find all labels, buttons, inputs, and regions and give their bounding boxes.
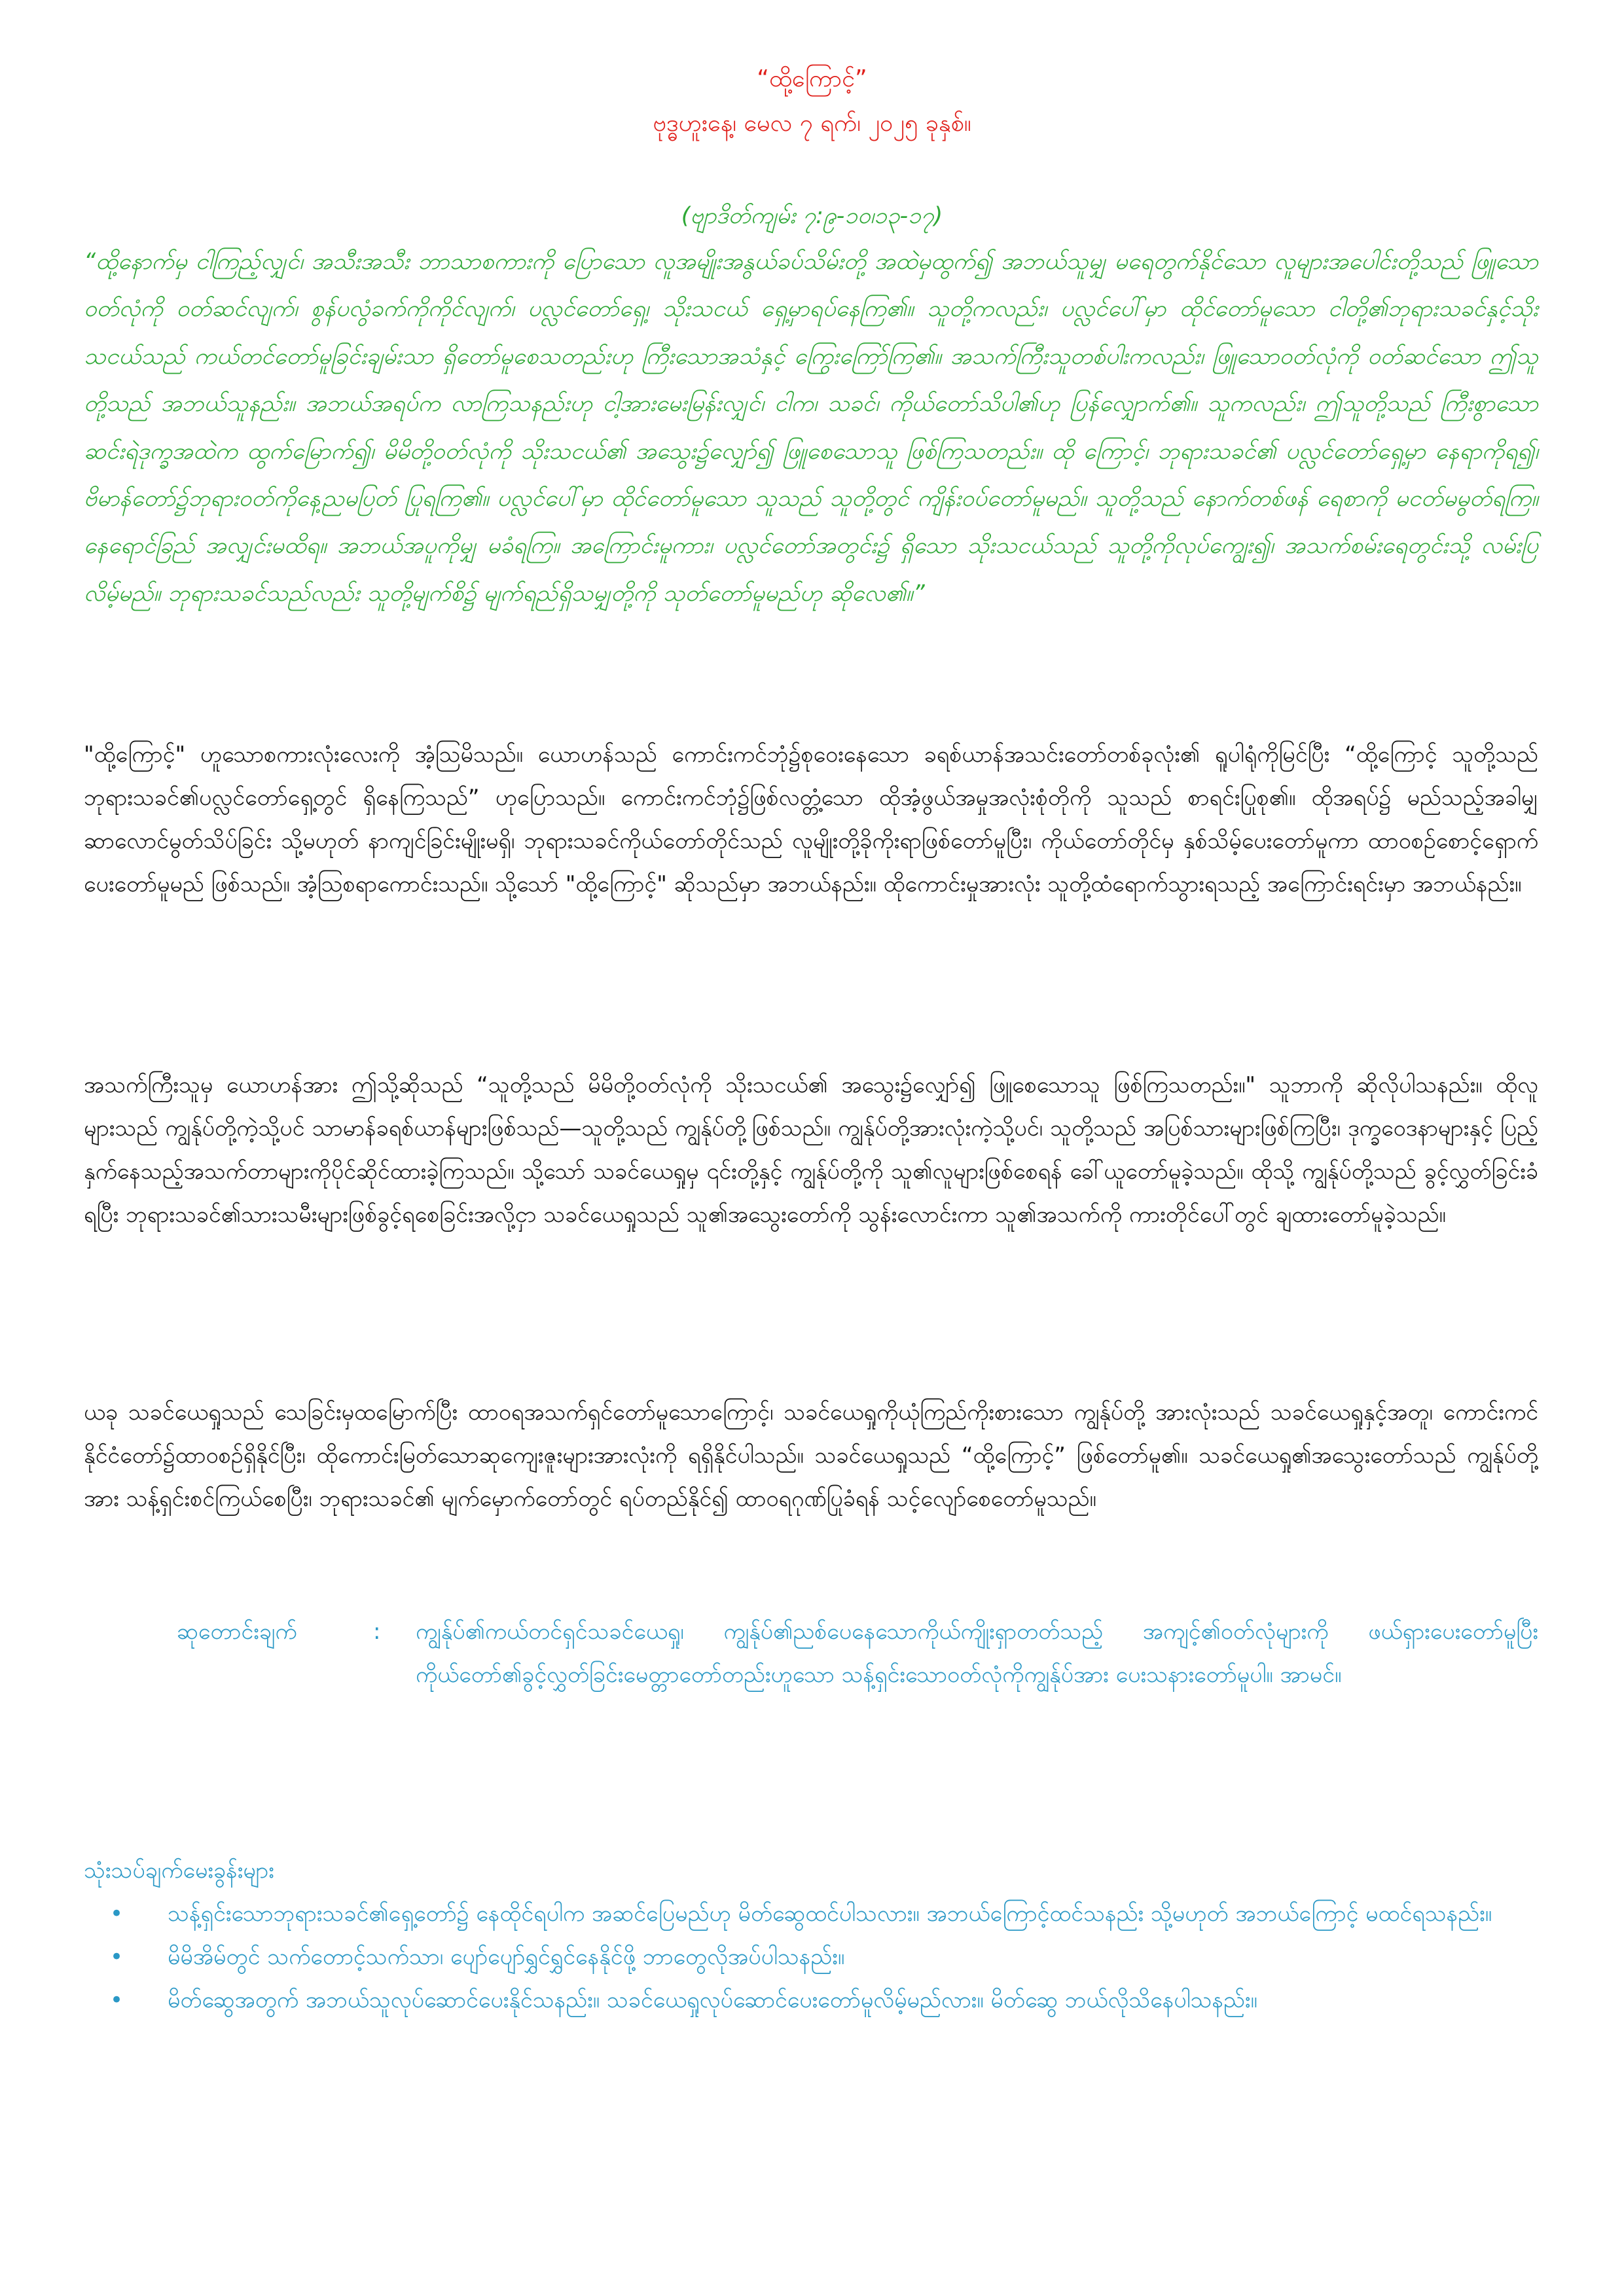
scripture-reference: (ဗျာဒိတ်ကျမ်း ၇:၉-၁၀၊၁၃-၁၇)	[681, 203, 943, 229]
bullet-icon: •	[110, 1987, 124, 2013]
body-paragraph-2: အသက်ကြီးသူမှ ယောဟန်အား ဤသို့ဆိုသည် “သူတို့သည် မိမိတို့ဝတ်လုံကို သိုးသငယ်၏ အသွေး၌လျှော်၍ ဖြူစေသောသူ ဖြစ်ကြသတည်း။" သူဘာကို ဆိုလိုပါသနည်း။ ထိုလူများသည် ကျွန်ုပ်တို့ကဲ့သို့ပင် သာမာန်ခရစ်ယာန်များဖြစ်သည်—သူတို့သည် ကျွန်ုပ်တို့ဖြစ်သည်။ ကျွန်ုပ်တို့အားလုံးကဲ့သို့ပင်၊ သူတို့သည် အပြစ်သားများဖြစ်ကြပြီး၊ ဒုက္ခဝေဒနာများနှင့် ပြည့်နှက်နေသည့်အသက်တာများကိုပိုင်ဆိုင်ထားခဲ့ကြသည်။ သို့သော် သခင်ယေရှုမှ ၎င်းတို့နှင့် ကျွန်ုပ်တို့ကို သူ၏လူများဖြစ်စေရန် ခေါ်ယူတော်မူခဲ့သည်။ ထိုသို့ ကျွန်ုပ်တို့သည် ခွင့်လွှတ်ခြင်းခံရပြီး ဘုရားသခင်၏သားသမီးများဖြစ်ခွင့်ရစေခြင်းအလို့ငှာ သခင်ယေရှုသည် သူ၏အသွေးတော်ကို သွန်းလောင်းကာ သူ၏အသက်ကို ကားတိုင်ပေါ်တွင် ချထားတော်မူခဲ့သည်။	[84, 1072, 1538, 1228]
devotion-title: “ထို့ကြောင့်”	[757, 65, 867, 92]
list-item	[84, 1892, 1538, 1935]
reflection-question-2: မိမိအိမ်တွင် သက်တောင့်သက်သာ၊ ပျော်ပျော်ရွှင်ရွှင်နေနိုင်ဖို့ ဘာတွေလိုအပ်ပါသနည်း။	[168, 1944, 845, 1970]
bullet-icon: •	[110, 1944, 124, 1970]
devotion-date: ဗုဒ္ဓဟူးနေ့၊ မေလ ၇ ရက်၊ ၂၀၂၅ ခုနှစ်။	[653, 110, 971, 137]
reflection-title: သုံးသပ်ချက်မေးခွန်းများ	[84, 1857, 274, 1884]
list-item	[84, 1935, 1538, 1979]
body-paragraph-1: "ထို့ကြောင့်" ဟူသောစကားလုံးလေးကို အံ့သြမိသည်။ ယောဟန်သည် ကောင်းကင်ဘုံ၌စုဝေးနေသော ခရစ်ယာန်အသင်းတော်တစ်ခုလုံး၏ ရူပါရုံကိုမြင်ပြီး “ထို့ကြောင့် သူတို့သည်ဘုရားသခင်၏ပလ္လင်တော်ရှေ့တွင် ရှိနေကြသည်” ဟုပြောသည်။ ကောင်းကင်ဘုံ၌ဖြစ်လတ္တံ့သော ထိုအံ့ဖွယ်အမှုအလုံးစုံတိုကို သူသည် စာရင်းပြုစု၏။ ထိုအရပ်၌ မည်သည့်အခါမျှ ဆာလောင်မွတ်သိပ်ခြင်း သို့မဟုတ် နာကျင်ခြင်းမျိုးမရှိ၊ ဘုရားသခင်ကိုယ်တော်တိုင်သည် လူမျိုးတို့ခိုကိုးရာဖြစ်တော်မူပြီး၊ ကိုယ်တော်တိုင်မှ နှစ်သိမ့်ပေးတော်မူကာ ထာဝစဉ်စောင့်ရှောက်ပေးတော်မူမည် ဖြစ်သည်။ အံ့သြစရာကောင်းသည်။ သို့သော် "ထို့ကြောင့်" ဆိုသည်မှာ အဘယ်နည်း။ ထိုကောင်းမှုအားလုံး သူတို့ထံရောက်သွားရသည့် အကြောင်းရင်းမှာ အဘယ်နည်း။	[84, 742, 1538, 897]
prayer-text: ကျွန်ုပ်၏ကယ်တင်ရှင်သခင်ယေရှု၊ ကျွန်ုပ်၏ညစ်ပေနေသောကိုယ်ကျိုးရှာတတ်သည့် အကျင့်၏ဝတ်လုံများကို ဖယ်ရှားပေးတော်မူပြီး ကိုယ်တော်၏ခွင့်လွှတ်ခြင်းမေတ္တာတော်တည်းဟူသော သန့်ရှင်းသောဝတ်လုံကိုကျွန်ုပ်အား ပေးသနားတော်မူပါ။ အာမင်။	[416, 1619, 1538, 1688]
list-item	[84, 1979, 1538, 2022]
bullet-icon: •	[110, 1901, 124, 1927]
reflection-question-3: မိတ်ဆွေအတွက် အဘယ်သူလုပ်ဆောင်ပေးနိုင်သနည်း။ သခင်ယေရှုလုပ်ဆောင်ပေးတော်မူလိမ့်မည်လား။ မိတ်ဆွေ ဘယ်လိုသိနေပါသနည်း။	[168, 1987, 1257, 2013]
prayer-colon: :	[373, 1619, 381, 1645]
reflection-question-1: သန့်ရှင်းသောဘုရားသခင်၏ရှေ့တော်၌ နေထိုင်ရပါက အဆင်ပြေမည်ဟု မိတ်ဆွေထင်ပါသလား။ အဘယ်ကြောင့်ထင်သနည်း သို့မဟုတ် အဘယ်ကြောင့် မထင်ရသနည်း။	[168, 1901, 1492, 1927]
prayer-label: ဆုတောင်းချက်	[177, 1619, 297, 1645]
reflection-section	[84, 1849, 1538, 2022]
body-paragraph-3: ယခု သခင်ယေရှုသည် သေခြင်းမှထမြောက်ပြီး ထာဝရအသက်ရှင်တော်မူသောကြောင့်၊ သခင်ယေရှုကိုယုံကြည်ကိုးစားသော ကျွန်ုပ်တို့ အားလုံးသည် သခင်ယေရှုနှင့်အတူ၊ ကောင်းကင်နိုင်ငံတော်၌ထာဝစဉ်ရှိနိုင်ပြီး၊ ထိုကောင်းမြတ်သောဆုကျေးဇူးများအားလုံးကို ရရှိနိုင်ပါသည်။ သခင်ယေရှုသည် “ထို့ကြောင့်” ဖြစ်တော်မူ၏။ သခင်ယေရှု၏အသွေးတော်သည် ကျွန်ုပ်တို့အား သန့်ရှင်းစင်ကြယ်စေပြီး၊ ဘုရားသခင်၏ မျက်မှောက်တော်တွင် ရပ်တည်နိုင်၍ ထာဝရဂုဏ်ပြုခံရန် သင့်လျော်စေတော်မူသည်။	[84, 1399, 1538, 1512]
scripture-passage: “ထို့နောက်မှ ငါကြည့်လျှင်၊ အသီးအသီး ဘာသာစကားကို ပြောသော လူအမျိုးအနွယ်ခပ်သိမ်းတို့ အထဲမှထွက်၍ အဘယ်သူမျှ မရေတွက်နိုင်သော လူများအပေါင်းတို့သည် ဖြူသောဝတ်လုံကို ဝတ်ဆင်လျက်၊ စွန်ပလွံခက်ကိုကိုင်လျက်၊ ပလ္လင်တော်ရှေ့၊ သိုးသငယ် ရှေ့မှာရပ်နေကြ၏။ သူတို့ကလည်း၊ ပလ္လင်ပေါ်မှာ ထိုင်တော်မူသော ငါတို့၏ဘုရားသခင်နှင့်သိုးသငယ်သည် ကယ်တင်တော်မူခြင်းချမ်းသာ ရှိတော်မူစေသတည်းဟု ကြီးသောအသံနှင့် ကြွေးကြော်ကြ၏။ အသက်ကြီးသူတစ်ပါးကလည်း၊ ဖြူသောဝတ်လုံကို ဝတ်ဆင်သော ဤသူတို့သည် အဘယ်သူနည်း။ အဘယ်အရပ်က လာကြသနည်းဟု ငါ့အားမေးမြန်းလျှင်၊ ငါက၊ သခင်၊ ကိုယ်တော်သိပါ၏ဟု ပြန်လျှောက်၏။ သူကလည်း၊ ဤသူတို့သည် ကြီးစွာသော ဆင်းရဲဒုက္ခအထဲက ထွက်မြောက်၍၊ မိမိတို့ဝတ်လုံကို သိုးသငယ်၏ အသွေး၌လျှော်၍ ဖြူစေသောသူ ဖြစ်ကြသတည်း။ ထို ကြောင့်၊ ဘုရားသခင်၏ ပလ္လင်တော်ရှေ့မှာ နေရာကိုရ၍၊ ဗိမာန်တော်၌ဘုရားဝတ်ကိုနေ့ညမပြတ် ပြုရကြ၏။ ပလ္လင်ပေါ်မှာ ထိုင်တော်မူသော သူသည် သူတို့တွင် ကျိန်းဝပ်တော်မူမည်။ သူတို့သည် နောက်တစ်ဖန် ရေစာကို မငတ်မမွတ်ရကြ။ နေရောင်ခြည် အလျှင်းမထိရ။ အဘယ်အပူကိုမျှ မခံရကြ။ အကြောင်းမူကား၊ ပလ္လင်တော်အတွင်း၌ ရှိသော သိုးသငယ်သည် သူတို့ကိုလုပ်ကျွေး၍၊ အသက်စမ်းရေတွင်းသို့ လမ်းပြလိမ့်မည်။ ဘုရားသခင်သည်လည်း သူတို့မျက်စိ၌ မျက်ရည်ရှိသမျှတို့ကို သုတ်တော်မူမည်ဟု ဆိုလေ၏။”	[84, 249, 1538, 607]
reflection-question-list	[84, 1892, 1538, 2022]
